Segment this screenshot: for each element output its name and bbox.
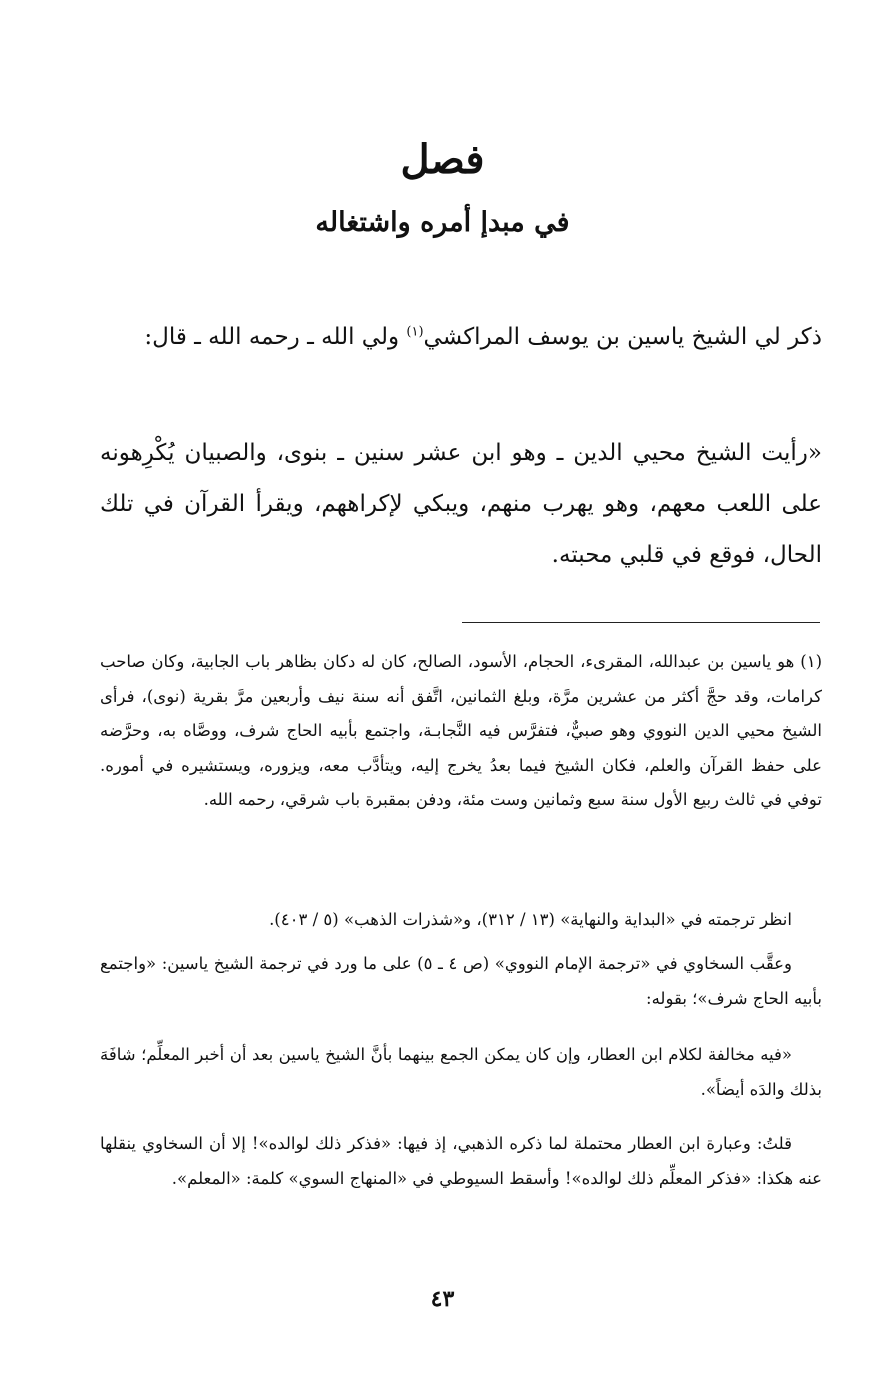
paragraph-text: ولي الله ـ رحمه الله ـ قال: xyxy=(144,324,407,350)
paragraph-text: ذكر لي الشيخ ياسين بن يوسف المراكشي xyxy=(423,324,822,350)
chapter-subtitle: في مبدإ أمره واشتغاله xyxy=(315,207,570,238)
footnote-reference-note: انظر ترجمته في «البداية والنهاية» (١٣ / ٣١٢)، و«شذرات الذهب» (٥ / ٤٠٣). xyxy=(269,910,792,929)
footnote-reference: (١) xyxy=(406,324,424,340)
footnote-separator xyxy=(462,622,820,623)
footnote-quote: «فيه مخالفة لكلام ابن العطار، وإن كان يمكن الجمع بينهما بأنَّ الشيخ ياسين بعد أن أخبر المعلِّم؛ شافَهَ بذلك والدَه أيضاً». xyxy=(100,1045,822,1099)
body-paragraph-2: «رأيت الشيخ محيي الدين ـ وهو ابن عشر سنين ـ بنوى، والصبيان يُكْرِهونه على اللعب معهم، وهو يهرب منهم، ويبكي لإكراههم، ويقرأ القرآن في تلك الحال، فوقع في قلبي محبته. xyxy=(100,440,822,568)
chapter-title: فصل xyxy=(400,136,485,183)
footnote-author-comment: قلتُ: وعبارة ابن العطار محتملة لما ذكره الذهبي، إذ فيها: «فذكر ذلك لوالده»! إلا أن السخاوي ينقلها عنه هكذا: «فذكر المعلِّم ذلك لوالده»! وأسقط السيوطي في «المنهاج السوي» كلمة: «المعلم». xyxy=(100,1134,822,1188)
page-number: ٤٣ xyxy=(430,1286,455,1312)
body-paragraph-1 xyxy=(100,312,822,363)
footnote-1: (١) هو ياسين بن عبدالله، المقرىء، الحجام، الأسود، الصالح، كان له دكان بظاهر باب الجابية، وكان صاحب كرامات، وقد حجَّ أكثر من عشرين مرَّة، وبلغ الثمانين، اتَّفق أنه سنة نيف وأربعين مرَّ بقرية (نوى)، فرأى الشيخ محيي الدين النووي وهو صبيٌّ، فتفرَّس فيه النَّجابـة، واجتمع بأبيه الحاج شرف، ووصَّاه به، وحرَّضه على حفظ القرآن والعلم، فكان الشيخ فيما بعدُ يخرج إليه، ويتأدَّب معه، ويزوره، ويستشيره في أموره. توفي في ثالث ربيع الأول سنة سبع وثمانين وست مئة، ودفن بمقبرة باب شرقي، رحمه الله. xyxy=(100,652,822,809)
footnote-sakhawi-note: وعقَّب السخاوي في «ترجمة الإمام النووي» (ص ٤ ـ ٥) على ما ورد في ترجمة الشيخ ياسين: «واجتمع بأبيه الحاج شرف»؛ بقوله: xyxy=(100,954,822,1008)
